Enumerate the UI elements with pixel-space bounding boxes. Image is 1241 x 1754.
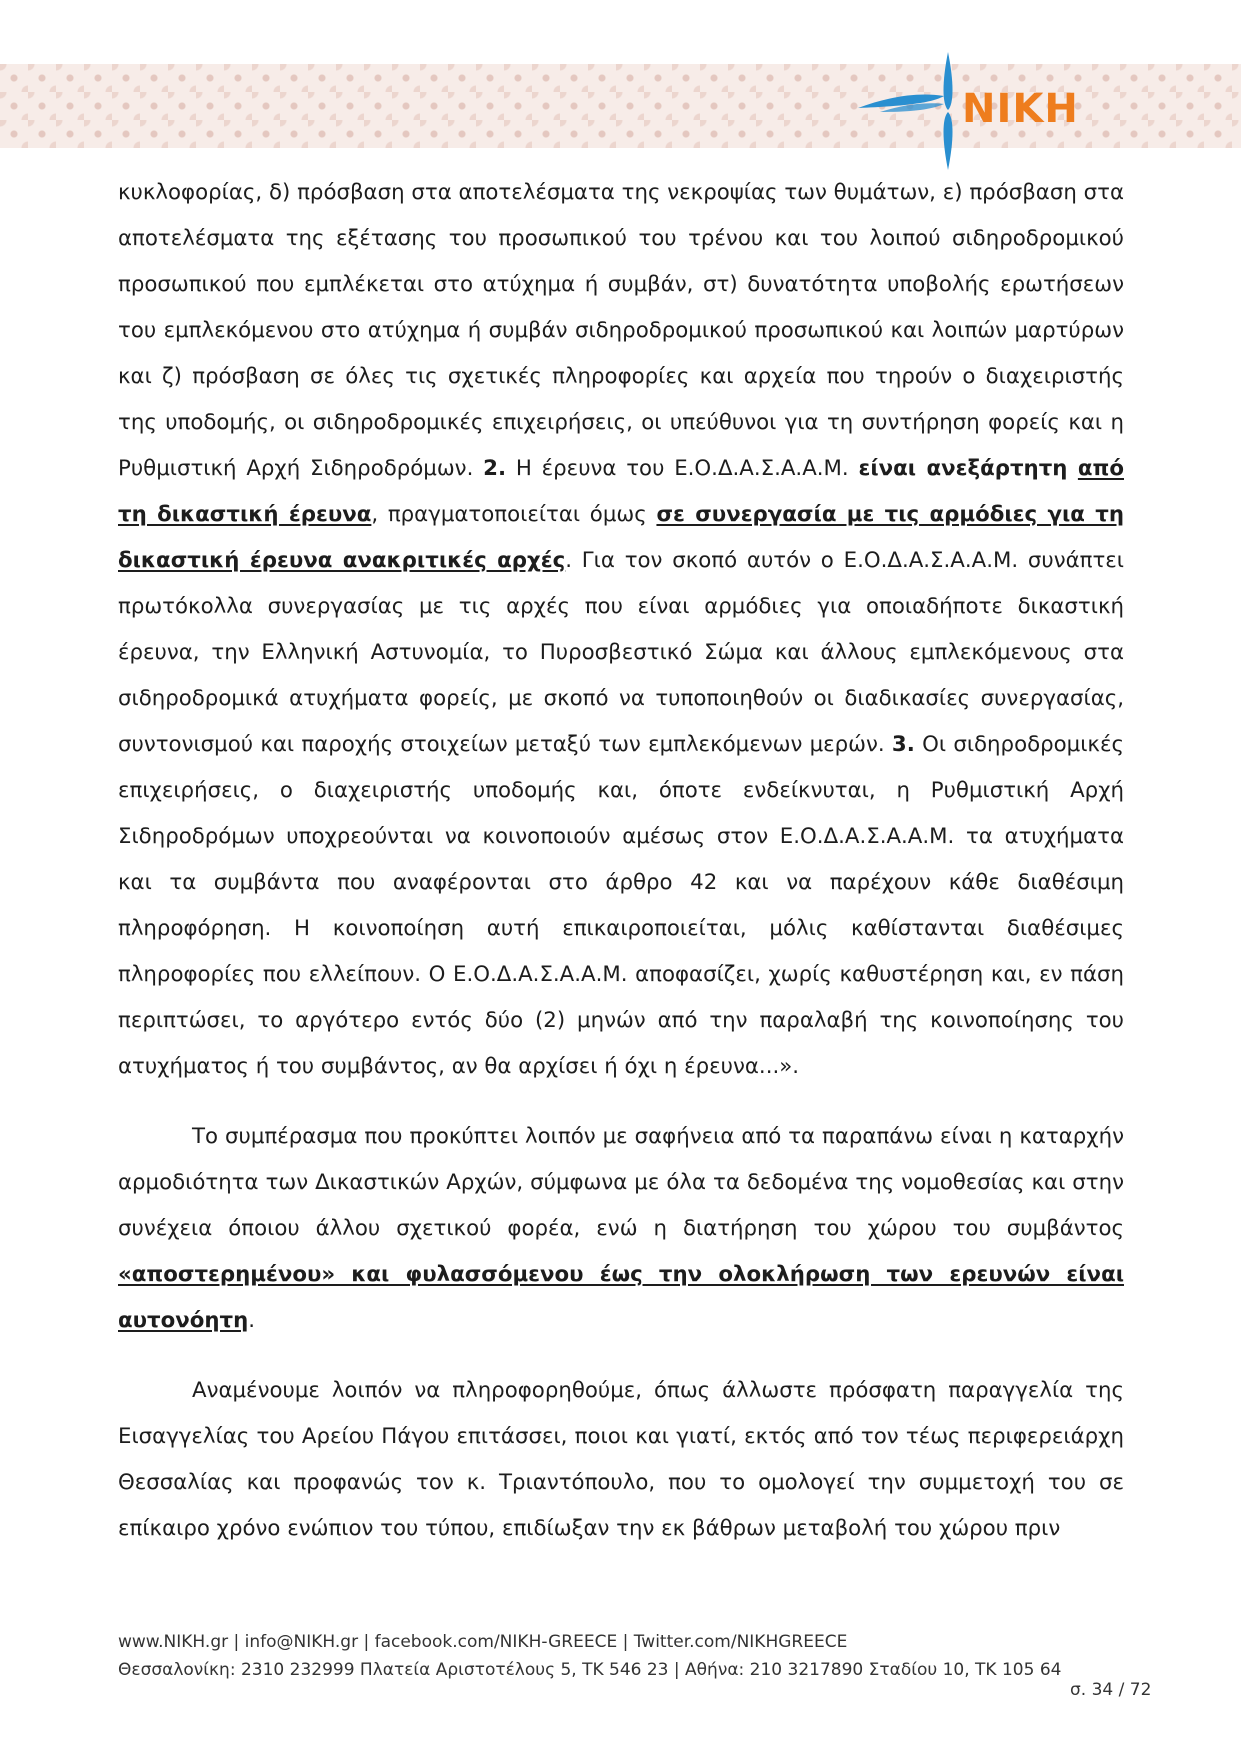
text-run: , πραγματοποιείται όμως: [371, 502, 657, 527]
item-number: 2.: [483, 456, 507, 481]
nikh-logo: [850, 52, 1090, 170]
paragraph-2: [118, 1114, 1124, 1344]
bold-underlined-text: σε συνεργασία με τις αρμόδιες για τη δικαστική έρευνα ανακριτικές αρχές: [118, 502, 1124, 573]
paragraph-3: [118, 1368, 1124, 1552]
text-run: .: [248, 1308, 256, 1333]
bold-underlined-text: από τη δικαστική έρευνα: [118, 456, 1124, 527]
text-run: Το συμπέρασμα που προκύπτει λοιπόν με σαφήνεια από τα παραπάνω είναι η καταρχήν αρμοδιότητα των Δικαστικών Αρχών, σύμφωνα με όλα τα δεδομένα της νομοθεσίας και στην συνέχεια όποιου άλλου σχετικού φορέα, ενώ η διατήρηση του χώρου του συμβάντος: [118, 1124, 1124, 1241]
logo-text: NIKH: [962, 86, 1079, 132]
footer-addresses: Θεσσαλονίκη: 2310 232999 Πλατεία Αριστοτέλους 5, ΤΚ 546 23 | Αθήνα: 210 3217890 Σταδίου 10, ΤΚ 105 64: [118, 1660, 1062, 1680]
text-run: Αναμένουμε λοιπόν να πληροφορηθούμε, όπως άλλωστε πρόσφατη παραγγελία της Εισαγγελίας του Αρείου Πάγου επιτάσσει, ποιοι και γιατί, εκτός από τον τέως περιφερειάρχη Θεσσαλίας και προφανώς τον κ. Τριαντόπουλο, που το ομολογεί την συμμετοχή του σε επίκαιρο χρόνο ενώπιον του τύπου, επιδίωξαν την εκ βάθρων μεταβολή του χώρου πριν: [118, 1378, 1124, 1541]
text-run: κυκλοφορίας, δ) πρόσβαση στα αποτελέσματα της νεκροψίας των θυμάτων, ε) πρόσβαση στα αποτελέσματα της εξέτασης του προσωπικού του τρένου και του λοιπού σιδηροδρομικού προσωπικού που εμπλέκεται στο ατύχημα ή συμβάν, στ) δυνατότητα υποβολής ερωτήσεων του εμπλεκόμενου στο ατύχημα ή συμβάν σιδηροδρομικού προσωπικού και λοιπών μαρτύρων και ζ) πρόσβαση σε όλες τις σχετικές πληροφορίες και αρχεία που τηρούν ο διαχειριστής της υποδομής, οι σιδηροδρομικές επιχειρήσεις, οι υπεύθυνοι για τη συντήρηση φορείς και η Ρυθμιστική Αρχή Σιδηροδρόμων.: [118, 180, 1124, 481]
bold-text: είναι ανεξάρτητη: [858, 456, 1078, 481]
page-footer: [118, 1628, 1178, 1684]
text-run: . Για τον σκοπό αυτόν ο Ε.Ο.Δ.Α.Σ.Α.Α.Μ. συνάπτει πρωτόκολλα συνεργασίας με τις αρχές που είναι αρμόδιες για οποιαδήποτε δικαστική έρευνα, την Ελληνική Αστυνομία, το Πυροσβεστικό Σώμα και άλλους εμπλεκόμενους στα σιδηροδρομικά ατυχήματα φορείς, με σκοπό να τυποποιηθούν οι διαδικασίες συνεργασίας, συντονισμού και παροχής στοιχείων μεταξύ των εμπλεκόμενων μερών.: [118, 548, 1124, 757]
text-run: Οι σιδηροδρομικές επιχειρήσεις, ο διαχειριστής υποδομής και, όποτε ενδείκνυται, η Ρυθμιστική Αρχή Σιδηροδρόμων υποχρεούνται να κοινοποιούν αμέσως στον Ε.Ο.Δ.Α.Σ.Α.Α.Μ. τα ατυχήματα και τα συμβάντα που αναφέρονται στο άρθρο 42 και να παρέχουν κάθε διαθέσιμη πληροφόρηση. Η κοινοποίηση αυτή επικαιροποιείται, μόλις καθίστανται διαθέσιμες πληροφορίες που ελλείπουν. Ο Ε.Ο.Δ.Α.Σ.Α.Α.Μ. αποφασίζει, χωρίς καθυστέρηση και, εν πάση περιπτώσει, το αργότερο εντός δύο (2) μηνών από την παραλαβή της κοινοποίησης του ατυχήματος ή του συμβάντος, αν θα αρχίσει ή όχι η έρευνα...».: [118, 732, 1124, 1079]
document-body: [118, 170, 1124, 1552]
paragraph-1: [118, 170, 1124, 1090]
bold-underlined-text: «αποστερημένου» και φυλασσόμενου έως την ολοκλήρωση των ερευνών είναι αυτονόητη: [118, 1262, 1124, 1333]
text-run: Η έρευνα του Ε.Ο.Δ.Α.Σ.Α.Α.Μ.: [506, 456, 859, 481]
footer-contact-links: www.NIKH.gr | info@NIKH.gr | facebook.com/NIKH-GREECE | Twitter.com/NIKHGREECE: [118, 1632, 848, 1652]
page-number: σ. 34 / 72: [1070, 1680, 1152, 1700]
item-number: 3.: [891, 732, 915, 757]
